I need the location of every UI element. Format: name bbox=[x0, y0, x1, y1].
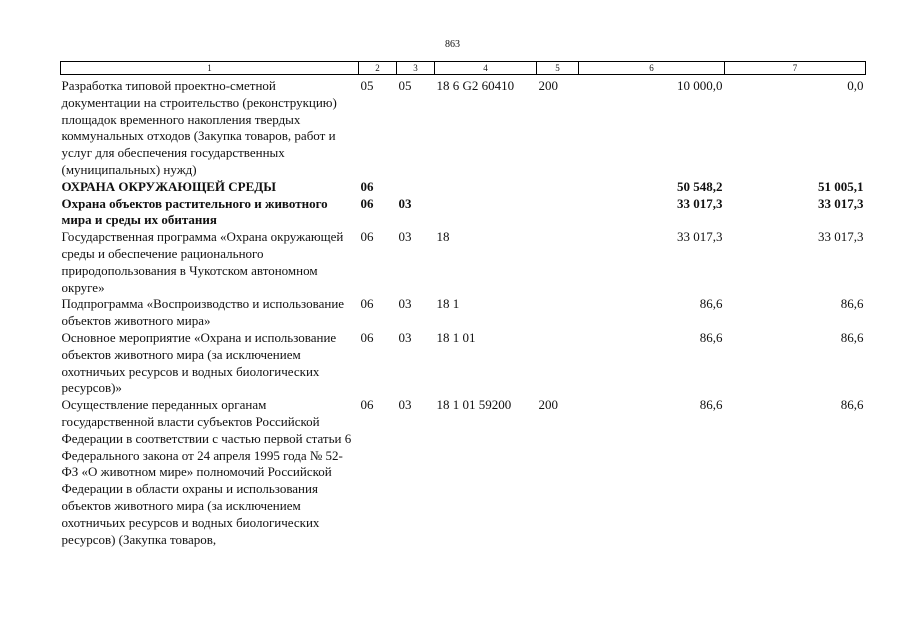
expense-type-code bbox=[537, 296, 579, 330]
amount-column-7: 0,0 bbox=[847, 78, 864, 93]
column-header: 4 bbox=[435, 62, 537, 75]
table-row bbox=[61, 330, 866, 397]
amount-column-6: 10 000,0 bbox=[677, 78, 723, 93]
section-code: 06 bbox=[360, 296, 374, 312]
table-row bbox=[61, 296, 866, 330]
expense-type-code bbox=[537, 196, 579, 230]
target-article-code bbox=[435, 179, 537, 196]
subsection-code: 03 bbox=[398, 229, 412, 245]
column-header: 6 bbox=[579, 62, 725, 75]
page-number: 863 bbox=[445, 39, 460, 50]
item-name: Охрана объектов растительного и животного мира и среды их обитания bbox=[61, 195, 328, 228]
item-name: Подпрограмма «Воспроизводство и использование объектов животного мира» bbox=[61, 296, 345, 329]
subsection-code: 03 bbox=[398, 195, 412, 211]
column-header: 1 bbox=[61, 62, 359, 75]
table-row bbox=[61, 397, 866, 548]
amount-column-7: 86,6 bbox=[840, 296, 864, 312]
amount-column-6: 33 017,3 bbox=[677, 195, 723, 211]
amount-column-7: 33 017,3 bbox=[818, 195, 864, 211]
table-row bbox=[61, 179, 866, 196]
target-article-code: 18 1 01 59200 bbox=[436, 397, 512, 413]
item-name: Разработка типовой проектно-сметной документации на строительство (реконструкцию) площадок временного накопления твердых коммунальных отходов (Закупка товаров, работ и услуг для обеспечения государственных (муниципальных) нужд) bbox=[61, 78, 337, 177]
section-code: 06 bbox=[360, 229, 374, 245]
subsection-code: 03 bbox=[398, 329, 412, 345]
table-body bbox=[61, 75, 866, 549]
target-article-code: 18 1 01 bbox=[436, 329, 476, 345]
item-name: Государственная программа «Охрана окружающей среды и обеспечение рационального природопользования в Чукотском автономном округе» bbox=[61, 229, 344, 295]
section-code: 05 bbox=[360, 78, 374, 93]
item-name: ОХРАНА ОКРУЖАЮЩЕЙ СРЕДЫ bbox=[61, 178, 276, 194]
expense-type-code: 200 bbox=[538, 397, 558, 413]
expense-type-code bbox=[537, 229, 579, 296]
column-header: 2 bbox=[359, 62, 397, 75]
target-article-code: 18 6 G2 60410 bbox=[436, 78, 515, 93]
amount-column-7: 86,6 bbox=[840, 329, 864, 345]
section-code: 06 bbox=[360, 397, 374, 413]
column-header: 7 bbox=[725, 62, 866, 75]
target-article-code bbox=[435, 196, 537, 230]
item-name: Осуществление переданных органам государственной власти субъектов Российской Федерации в соответствии с частью первой статьи 6 Федерального закона от 24 апреля 1995 года № 52-ФЗ «О животном мире» полномочий Российской Федерации в области охраны и использования объектов животного мира (за исключением охотничьих ресурсов и водных биологических ресурсов) (Закупка товаров, bbox=[61, 397, 352, 547]
amount-column-7: 33 017,3 bbox=[818, 229, 864, 245]
column-header: 3 bbox=[397, 62, 435, 75]
column-header: 5 bbox=[537, 62, 579, 75]
amount-column-6: 86,6 bbox=[699, 329, 723, 345]
table-row bbox=[61, 75, 866, 179]
budget-table bbox=[60, 61, 866, 548]
amount-column-6: 50 548,2 bbox=[677, 178, 723, 194]
subsection-code: 05 bbox=[398, 78, 412, 93]
column-number-row bbox=[61, 62, 866, 75]
subsection-code: 03 bbox=[398, 397, 412, 413]
target-article-code: 18 bbox=[436, 229, 450, 245]
expense-type-code bbox=[537, 179, 579, 196]
subsection-code bbox=[397, 179, 435, 196]
table-row bbox=[61, 196, 866, 230]
subsection-code: 03 bbox=[398, 296, 412, 312]
amount-column-7: 51 005,1 bbox=[818, 178, 864, 194]
table-row bbox=[61, 229, 866, 296]
amount-column-6: 86,6 bbox=[699, 296, 723, 312]
section-code: 06 bbox=[360, 178, 374, 194]
amount-column-6: 86,6 bbox=[699, 397, 723, 413]
expense-type-code bbox=[537, 330, 579, 397]
target-article-code: 18 1 bbox=[436, 296, 460, 312]
expense-type-code: 200 bbox=[538, 78, 558, 93]
amount-column-7: 86,6 bbox=[840, 397, 864, 413]
section-code: 06 bbox=[360, 329, 374, 345]
amount-column-6: 33 017,3 bbox=[677, 229, 723, 245]
section-code: 06 bbox=[360, 195, 374, 211]
item-name: Основное мероприятие «Охрана и использование объектов животного мира (за исключением охотничьих ресурсов и водных биологических ресурсов)» bbox=[61, 329, 337, 396]
